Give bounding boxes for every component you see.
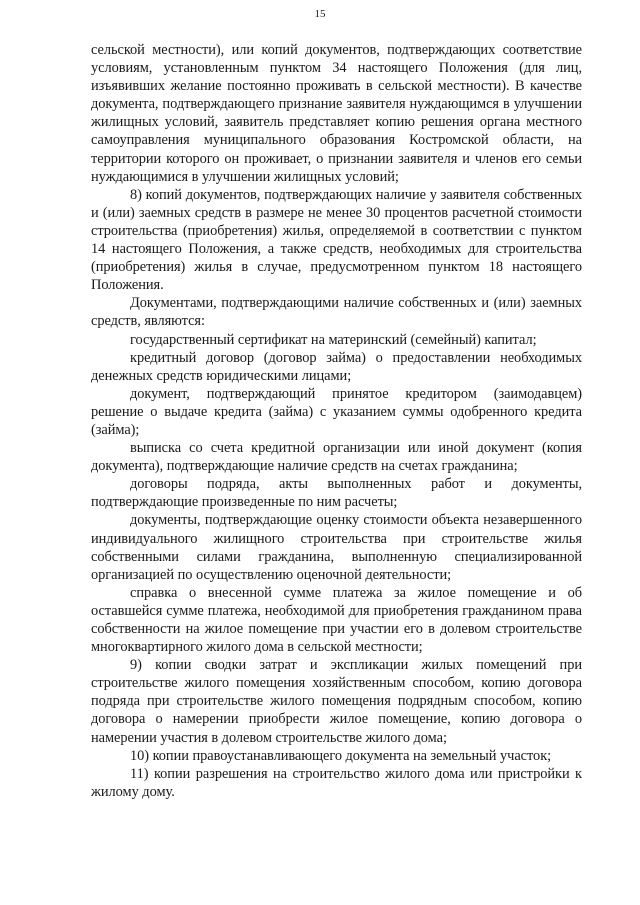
list-item-maternity-certificate: государственный сертификат на материнский (семейный) капитал; xyxy=(130,331,537,348)
list-item-credit-agreement: кредитный договор (договор займа) о предоставлении необходимых денежных средств юридическими лицами; xyxy=(91,349,582,384)
paragraph-1-continuation: сельской местности), или копий документов, подтверждающих соответствие условиям, установленным пунктом 34 настоящего Положения (для лиц, изъявивших желание постоянно проживать в сельской местности). В качестве документа, подтверждающего признание заявителя нуждающимся в улучшении жилищных условий, заявитель представляет копию решения органа местного самоуправления муниципального образования Костромской области, на территории которого он проживает, о признании заявителя и членов его семьи нуждающимися в улучшении жилищных условий; xyxy=(91,42,582,185)
paragraph-item-8: 8) копий документов, подтверждающих наличие у заявителя собственных и (или) заемных средств в размере не менее 30 процентов расчетной стоимости строительства (приобретения) жилья, определяемой в соответствии с пунктом 14 настоящего Положения, а также средств, необходимых для строительства (приобретения) жилья в случае, предусмотренном пунктом 18 настоящего Положения. xyxy=(91,186,582,294)
list-item-bank-statement: выписка со счета кредитной организации или иной документ (копия документа), подтверждающие наличие средств на счетах гражданина; xyxy=(91,440,582,475)
paragraph-item-10: 10) копии правоустанавливающего документа на земельный участок; xyxy=(130,747,552,764)
list-item-valuation-documents: документы, подтверждающие оценку стоимости объекта незавершенного индивидуального жилищного строительства при строительстве жилья собственными силами гражданина, выполненную специализированной организацией по осуществлению оценочной деятельности; xyxy=(91,512,582,583)
paragraph-item-11: 11) копии разрешения на строительство жилого дома или пристройки к жилому дому. xyxy=(91,765,582,800)
page-number: 15 xyxy=(314,8,326,20)
list-item-contracts-acts: договоры подряда, акты выполненных работ и документы, подтверждающие произведенные по ним расчеты; xyxy=(91,476,582,511)
paragraph-documents-list-intro: Документами, подтверждающими наличие собственных и (или) заемных средств, являются: xyxy=(91,295,582,330)
document-body xyxy=(91,41,582,801)
paragraph-item-9: 9) копии сводки затрат и экспликации жилых помещений при строительстве жилого помещения хозяйственным способом, копию договора подряда при строительстве жилого помещения подрядным способом, копию договора о намерении приобрести жилое помещение, копию договора о намерении участия в долевом строительстве жилого дома; xyxy=(91,657,582,746)
list-item-creditor-decision: документ, подтверждающий принятое кредитором (заимодавцем) решение о выдаче кредита (займа) с указанием суммы одобренного кредита (займа); xyxy=(91,385,582,438)
list-item-payment-certificate: справка о внесенной сумме платежа за жилое помещение и об оставшейся сумме платежа, необходимой для приобретения гражданином права собственности на жилое помещение при участии его в долевом строительстве многоквартирного жилого дома в сельской местности; xyxy=(91,584,582,656)
